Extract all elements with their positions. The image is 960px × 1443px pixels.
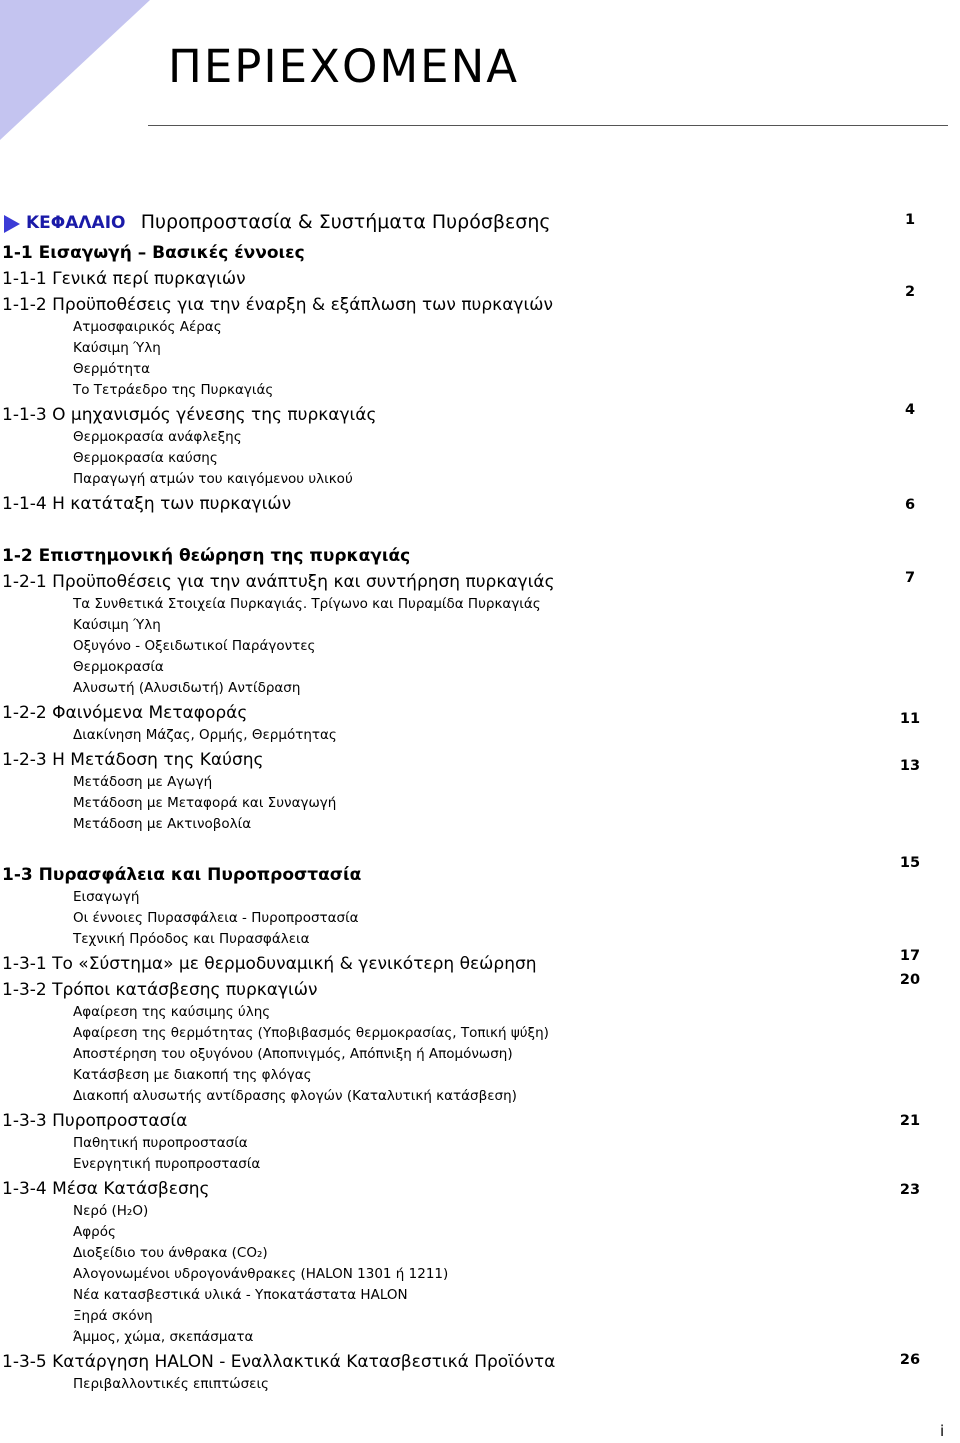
toc-subentry[interactable]: Άμμος, χώμα, σκεπάσματα <box>73 1329 254 1345</box>
toc-page-number: 11 <box>899 711 921 727</box>
toc-subentry[interactable]: Καύσιμη Ύλη <box>73 617 161 633</box>
toc-subentry[interactable]: Ενεργητική πυροπροστασία <box>73 1156 261 1172</box>
toc-subentry[interactable]: Ξηρά σκόνη <box>73 1308 153 1324</box>
toc-subentry[interactable]: Αλογονωμένοι υδρογονάνθρακες (HALON 1301 ή 1211) <box>73 1266 449 1282</box>
toc-entry[interactable]: 1-1-2 Προϋποθέσεις για την έναρξη & εξάπλωση των πυρκαγιών <box>2 295 553 315</box>
toc-subentry[interactable]: Το Τετράεδρο της Πυρκαγιάς <box>73 382 274 398</box>
toc-page-number: 13 <box>899 758 921 774</box>
toc-subentry[interactable]: Νερό (H₂O) <box>73 1203 149 1219</box>
toc-entry[interactable]: 1-1-1 Γενικά περί πυρκαγιών <box>2 269 246 289</box>
toc-subentry[interactable]: Νέα κατασβεστικά υλικά - Υποκατάστατα HALON <box>73 1287 408 1303</box>
toc-subentry[interactable]: Αφαίρεση της θερμότητας (Υποβιβασμός θερμοκρασίας, Τοπική ψύξη) <box>73 1025 549 1041</box>
toc-subentry[interactable]: Κατάσβεση με διακοπή της φλόγας <box>73 1067 312 1083</box>
toc-subentry[interactable]: Αφαίρεση της καύσιμης ύλης <box>73 1004 271 1020</box>
toc-entry[interactable]: 1-3 Πυρασφάλεια και Πυροπροστασία <box>2 865 362 885</box>
toc-subentry[interactable]: Μετάδοση με Αγωγή <box>73 774 213 790</box>
toc-subentry[interactable]: Θερμοκρασία καύσης <box>73 450 218 466</box>
toc-entry[interactable]: 1-2-1 Προϋποθέσεις για την ανάπτυξη και συντήρηση πυρκαγιάς <box>2 572 555 592</box>
toc-subentry[interactable]: Θερμοκρασία <box>73 659 164 675</box>
toc-page-number: 21 <box>899 1113 921 1129</box>
toc-subentry[interactable]: Διοξείδιο του άνθρακα (CO₂) <box>73 1245 268 1261</box>
toc-page-number: 15 <box>899 855 921 871</box>
page-title: ΠΕΡΙΕΧΟΜΕΝΑ <box>168 40 520 93</box>
toc-entry[interactable]: 1-3-4 Μέσα Κατάσβεσης <box>2 1179 210 1199</box>
toc-entry[interactable]: 1-2-2 Φαινόμενα Μεταφοράς <box>2 703 248 723</box>
toc-subentry[interactable]: Οι έννοιες Πυρασφάλεια - Πυροπροστασία <box>73 910 359 926</box>
toc-subentry[interactable]: Παθητική πυροπροστασία <box>73 1135 248 1151</box>
chapter-bullet-icon <box>4 215 20 233</box>
toc-subentry[interactable]: Τα Συνθετικά Στοιχεία Πυρκαγιάς. Τρίγωνο και Πυραμίδα Πυρκαγιάς <box>73 596 541 612</box>
toc-entry[interactable]: 1-2 Επιστημονική θεώρηση της πυρκαγιάς <box>2 546 411 566</box>
toc-entry[interactable]: 1-1-4 Η κατάταξη των πυρκαγιών <box>2 494 292 514</box>
toc-subentry[interactable]: Αλυσωτή (Αλυσιδωτή) Αντίδραση <box>73 680 301 696</box>
toc-page-number: 20 <box>899 972 921 988</box>
toc-page-number: 26 <box>899 1352 921 1368</box>
toc-subentry[interactable]: Τεχνική Πρόοδος και Πυρασφάλεια <box>73 931 310 947</box>
toc-subentry[interactable]: Μετάδοση με Ακτινοβολία <box>73 816 252 832</box>
toc-page-number: 6 <box>904 497 916 513</box>
toc-subentry[interactable]: Διακίνηση Μάζας, Ορμής, Θερμότητας <box>73 727 337 743</box>
toc-entry[interactable]: 1-1-3 Ο μηχανισμός γένεσης της πυρκαγιάς <box>2 405 377 425</box>
toc-page-number: 17 <box>899 948 921 964</box>
toc-subentry[interactable]: Θερμοκρασία ανάφλεξης <box>73 429 242 445</box>
toc-subentry[interactable]: Μετάδοση με Μεταφορά και Συναγωγή <box>73 795 337 811</box>
toc-page-number: 7 <box>904 570 916 586</box>
toc-page-number: 23 <box>899 1182 921 1198</box>
toc-subentry[interactable]: Παραγωγή ατμών του καιγόμενου υλικού <box>73 471 353 487</box>
toc-entry[interactable]: 1-2-3 Η Μετάδοση της Καύσης <box>2 750 264 770</box>
toc-subentry[interactable]: Αποστέρηση του οξυγόνου (Αποπνιγμός, Απόπνιξη ή Απομόνωση) <box>73 1046 513 1062</box>
toc-subentry[interactable]: Διακοπή αλυσωτής αντίδρασης φλογών (Καταλυτική κατάσβεση) <box>73 1088 517 1104</box>
toc-subentry[interactable]: Περιβαλλοντικές επιπτώσεις <box>73 1376 269 1392</box>
toc-subentry[interactable]: Θερμότητα <box>73 361 151 377</box>
toc-entry[interactable]: 1-3-2 Τρόποι κατάσβεσης πυρκαγιών <box>2 980 318 1000</box>
toc-subentry[interactable]: Οξυγόνο - Οξειδωτικοί Παράγοντες <box>73 638 316 654</box>
toc-entry[interactable]: 1-3-5 Κατάργηση HALON - Εναλλακτικά Κατασβεστικά Προϊόντα <box>2 1352 556 1372</box>
toc-page-number: 4 <box>904 402 916 418</box>
toc-page-number: 2 <box>904 284 916 300</box>
corner-decoration <box>0 0 150 140</box>
toc-subentry[interactable]: Καύσιμη Ύλη <box>73 340 161 356</box>
chapter-heading[interactable] <box>26 211 551 233</box>
chapter-keyword: ΚΕΦΑΛΑΙΟ <box>26 213 126 233</box>
toc-entry[interactable]: 1-3-1 Το «Σύστημα» με θερμοδυναμική & γενικότερη θεώρηση <box>2 954 537 974</box>
chapter-page-number: 1 <box>904 212 916 228</box>
page-folio: i <box>940 1422 945 1440</box>
toc-subentry[interactable]: Ατμοσφαιρικός Αέρας <box>73 319 222 335</box>
chapter-title: Πυροπροστασία & Συστήματα Πυρόσβεσης <box>140 211 551 233</box>
title-rule <box>148 125 948 126</box>
toc-subentry[interactable]: Αφρός <box>73 1224 116 1240</box>
toc-subentry[interactable]: Εισαγωγή <box>73 889 140 905</box>
toc-entry[interactable]: 1-3-3 Πυροπροστασία <box>2 1111 188 1131</box>
toc-entry[interactable]: 1-1 Εισαγωγή – Βασικές έννοιες <box>2 243 305 263</box>
